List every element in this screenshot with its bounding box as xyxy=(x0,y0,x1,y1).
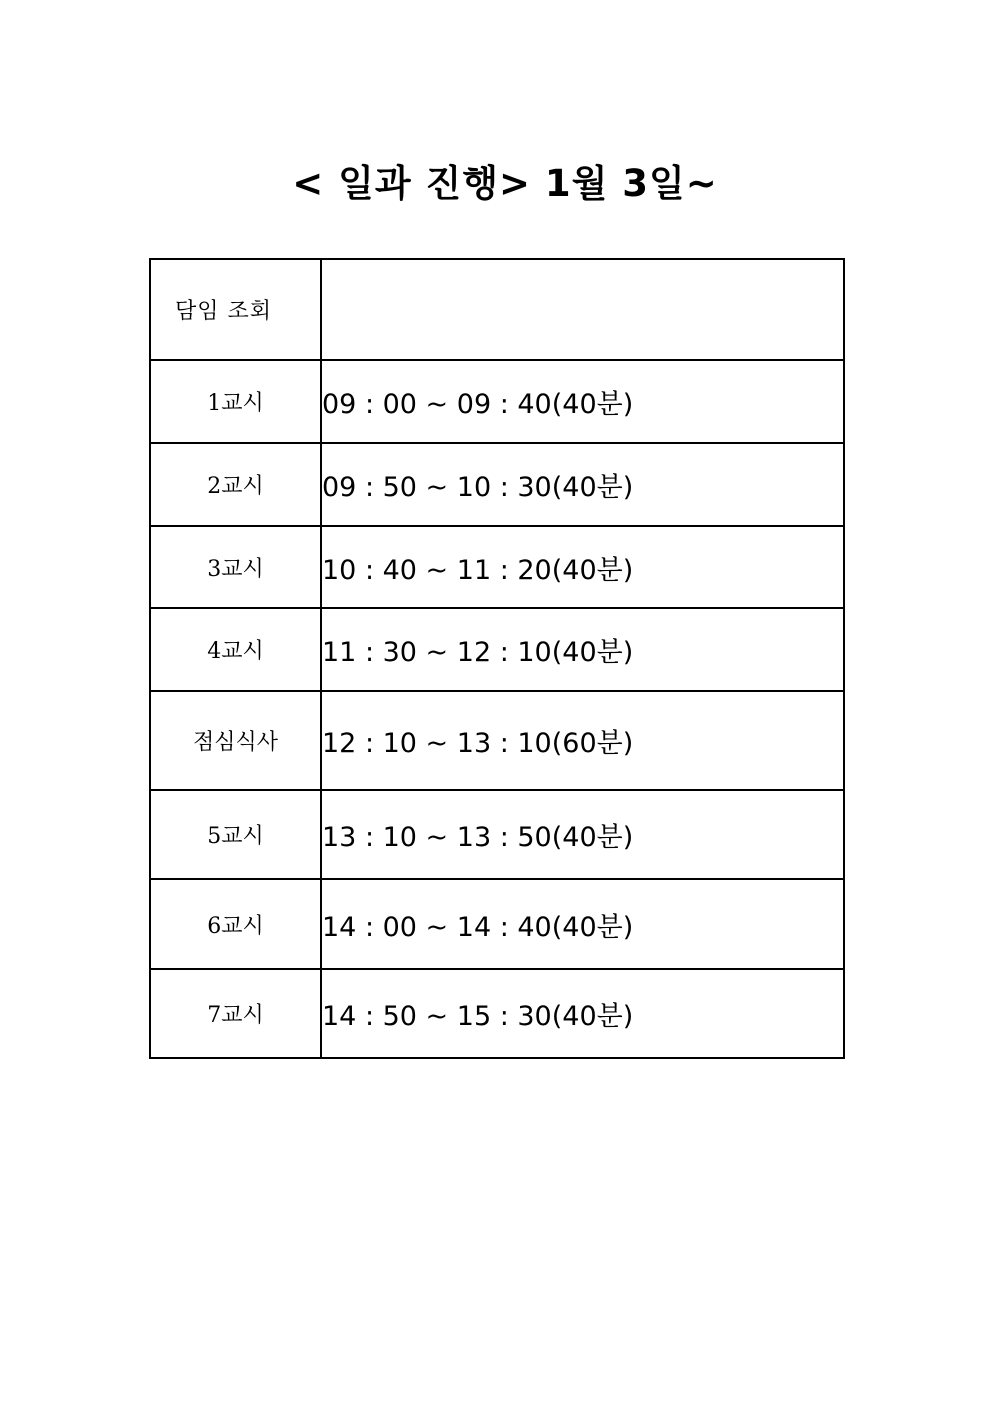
time-cell: 11 : 30 ~ 12 : 10(40분) xyxy=(321,608,844,691)
period-cell: 점심식사 xyxy=(150,691,321,790)
time-cell: 14 : 50 ~ 15 : 30(40분) xyxy=(321,969,844,1058)
period-cell: 2교시 xyxy=(150,443,321,526)
table-row xyxy=(150,259,844,360)
page-title: < 일과 진행> 1월 3일~ xyxy=(292,162,718,205)
period-cell: 4교시 xyxy=(150,608,321,691)
period-cell: 3교시 xyxy=(150,526,321,608)
table-row xyxy=(150,879,844,969)
time-cell: 09 : 00 ~ 09 : 40(40분) xyxy=(321,360,844,443)
period-cell: 7교시 xyxy=(150,969,321,1058)
period-cell: 1교시 xyxy=(150,360,321,443)
table-row xyxy=(150,526,844,608)
table-row xyxy=(150,790,844,879)
table-row xyxy=(150,969,844,1058)
period-cell: 5교시 xyxy=(150,790,321,879)
time-cell: 09 : 50 ~ 10 : 30(40분) xyxy=(321,443,844,526)
period-cell: 담임 조회 xyxy=(150,259,321,360)
schedule-table xyxy=(149,258,845,1059)
table-row xyxy=(150,360,844,443)
time-cell: 10 : 40 ~ 11 : 20(40분) xyxy=(321,526,844,608)
table-row xyxy=(150,691,844,790)
time-cell: 12 : 10 ~ 13 : 10(60분) xyxy=(321,691,844,790)
table-row xyxy=(150,608,844,691)
time-cell xyxy=(321,259,844,360)
time-cell: 13 : 10 ~ 13 : 50(40분) xyxy=(321,790,844,879)
time-cell: 14 : 00 ~ 14 : 40(40분) xyxy=(321,879,844,969)
period-cell: 6교시 xyxy=(150,879,321,969)
table-row xyxy=(150,443,844,526)
